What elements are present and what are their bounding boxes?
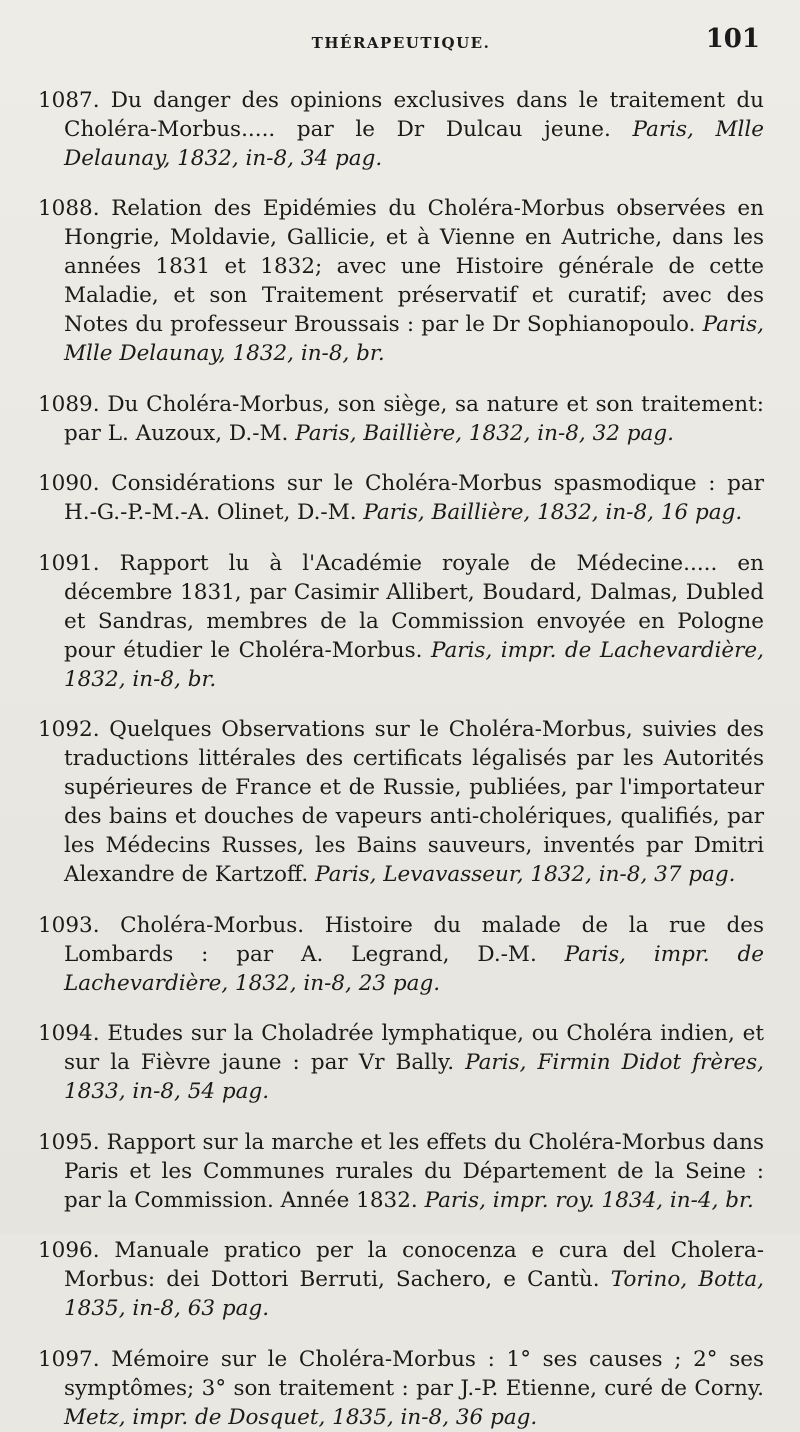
bibliography-entry bbox=[38, 469, 764, 527]
bibliography-entry bbox=[38, 1236, 764, 1323]
entry-publication: Paris, Levavasseur, 1832, in-8, 37 pag. bbox=[315, 862, 736, 887]
entry-number: 1093. bbox=[38, 912, 100, 938]
page-number: 101 bbox=[705, 24, 760, 54]
entry-number: 1089. bbox=[38, 391, 100, 417]
entry-text: Manuale pratico per la conocenza e cura del Cholera-Morbus: dei Dottori Berruti, Sachero, e Cantù. bbox=[64, 1238, 764, 1292]
entry-number: 1087. bbox=[38, 87, 100, 113]
entry-number: 1097. bbox=[38, 1346, 100, 1372]
entry-text: Etudes sur la Choladrée lymphatique, ou Choléra indien, et sur la Fièvre jaune : par Vr Bally. bbox=[64, 1021, 765, 1075]
entry-publication: Paris, Baillière, 1832, in-8, 16 pag. bbox=[363, 500, 743, 525]
entry-publication: Metz, impr. de Dosquet, 1835, in-8, 36 pag. bbox=[64, 1404, 538, 1430]
entry-publication: Paris, Mlle Delaunay, 1832, in-8, br. bbox=[64, 312, 764, 366]
bibliography-entry bbox=[38, 715, 764, 889]
entry-publication: Paris, impr. de Lachevardière, 1832, in-8, 23 pag. bbox=[64, 941, 764, 996]
entry-number: 1091. bbox=[38, 550, 100, 576]
entry-publication: Torino, Botta, 1835, in-8, 63 pag. bbox=[64, 1267, 765, 1321]
entry-text: Choléra-Morbus. Histoire du malade de la rue des Lombards : par A. Legrand, D.-M. bbox=[64, 912, 764, 967]
entry-publication: Paris, impr. de Lachevardière, 1832, in-8, br. bbox=[64, 637, 764, 692]
entry-publication: Paris, impr. roy. 1834, in-4, br. bbox=[424, 1187, 754, 1213]
bibliography-entry bbox=[38, 1128, 764, 1215]
entry-text: Rapport sur la marche et les effets du Choléra-Morbus dans Paris et les Communes rurales du Département de la Seine : par la Commission. Année 1832. bbox=[64, 1129, 764, 1213]
entry-number: 1096. bbox=[38, 1238, 100, 1263]
entry-number: 1094. bbox=[38, 1021, 100, 1046]
entry-publication: Paris, Firmin Didot frères, 1833, in-8, 54 pag. bbox=[64, 1050, 764, 1104]
bibliography-entry bbox=[38, 86, 764, 173]
entry-text: Du danger des opinions exclusives dans le traitement du Choléra-Morbus..... par le Dr Dulcau jeune. bbox=[64, 87, 764, 142]
bibliography-list bbox=[38, 86, 764, 1432]
bibliography-entry bbox=[38, 1345, 764, 1432]
entry-text: Rapport lu à l'Académie royale de Médecine..... en décembre 1831, par Casimir Allibert, Boudard, Dalmas, Dubled et Sandras, membres de la Commission envoyée en Pologne pour étudier le Choléra-Morbus. bbox=[64, 550, 764, 663]
bibliography-entry bbox=[38, 549, 764, 694]
entry-number: 1095. bbox=[38, 1129, 100, 1155]
entry-publication: Paris, Baillière, 1832, in-8, 32 pag. bbox=[295, 420, 674, 446]
entry-number: 1088. bbox=[38, 196, 100, 221]
entry-text: Mémoire sur le Choléra-Morbus : 1° ses causes ; 2° ses symptômes; 3° son traitement : par J.-P. Etienne, curé de Corny. bbox=[64, 1346, 764, 1401]
entry-publication: Paris, Mlle Delaunay, 1832, in-8, 34 pag. bbox=[64, 116, 764, 171]
entry-text: Du Choléra-Morbus, son siège, sa nature et son traitement: par L. Auzoux, D.-M. bbox=[64, 391, 764, 446]
bibliography-entry bbox=[38, 390, 764, 448]
entry-number: 1090. bbox=[38, 471, 100, 496]
running-title: THÉRAPEUTIQUE. bbox=[311, 34, 491, 52]
bibliography-entry bbox=[38, 911, 764, 998]
entry-text: Considérations sur le Choléra-Morbus spasmodique : par H.-G.-P.-M.-A. Olinet, D.-M. bbox=[64, 471, 764, 525]
bibliography-entry bbox=[38, 194, 764, 368]
bibliography-entry bbox=[38, 1019, 764, 1106]
entry-text: Relation des Epidémies du Choléra-Morbus observées en Hongrie, Moldavie, Gallicie, et à Vienne en Autriche, dans les années 1831 et 1832; avec une Histoire générale de cette Maladie, et son Traitement préservatif et curatif; avec des Notes du professeur Broussais : par le Dr Sophianopoulo. bbox=[64, 196, 764, 337]
entry-number: 1092. bbox=[38, 717, 100, 742]
page-header bbox=[38, 24, 764, 64]
entry-text: Quelques Observations sur le Choléra-Morbus, suivies des traductions littérales des certificats légalisés par les Autorités supérieures de France et de Russie, publiées, par l'importateur des bains et douches de vapeurs anti-cholériques, qualifiés, par les Médecins Russes, les Bains sauveurs, inventés par Dmitri Alexandre de Kartzoff. bbox=[64, 717, 764, 887]
